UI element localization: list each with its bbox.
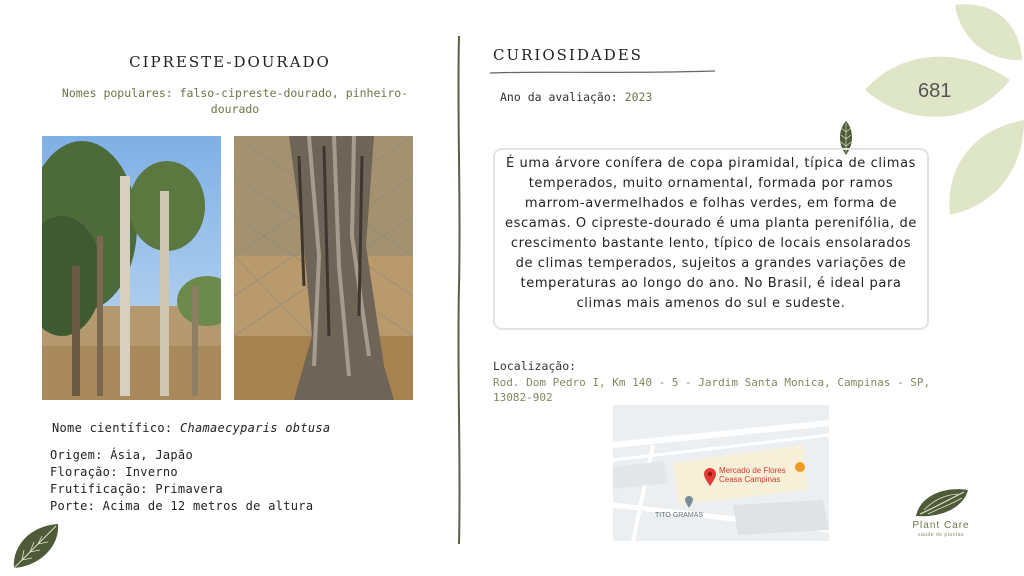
scientific-label: Nome científico: <box>52 421 173 435</box>
plant-care-logo-icon <box>914 486 970 518</box>
decorative-leaves-icon <box>860 0 1024 225</box>
year-value: 2023 <box>624 90 653 104</box>
logo-tagline: saúde de plantas <box>917 532 965 538</box>
plant-facts <box>50 447 313 515</box>
secondary-pin-icon <box>684 495 694 509</box>
map-secondary-label: TITO GRAMAS <box>655 512 704 519</box>
map-pin-icon[interactable] <box>703 467 717 487</box>
fruiting-text: Frutificação: Primavera <box>50 482 224 496</box>
origin-text: Origem: Ásia, Japão <box>50 448 193 462</box>
size-text: Porte: Acima de 12 metros de altura <box>50 499 314 513</box>
description-text: É uma árvore conífera de copa piramidal, típica de climas temperados, muito ornamental, formada por ramos marrom-avermelhados e folhas verdes, em forma de escamas. O cipreste-dourado é uma planta perenifólia, de crescimento bastante lento, típico de locais ensolarados de climas temperados, sujeitos a grandes variações de temperaturas ao longo do ano. No Brasil, é ideal para climas mais amenos do sul e sudeste. <box>504 156 918 311</box>
plant-title: CIPRESTE-DOURADO <box>129 53 331 71</box>
location-address[interactable]: Rod. Dom Pedro I, Km 140 - 5 - Jardim Santa Monica, Campinas - SP, 13082-902 <box>493 376 931 404</box>
scientific-value: Chamaecyparis obtusa <box>179 421 331 435</box>
scientific-name <box>52 421 330 435</box>
evaluation-year <box>500 90 652 104</box>
curiosities-title: CURIOSIDADES <box>493 46 643 64</box>
flowering-text: Floração: Inverno <box>50 465 178 479</box>
location-label: Localização: <box>493 359 577 373</box>
location-map[interactable] <box>613 405 829 541</box>
title-underline <box>490 68 715 76</box>
map-pin-label: Mercado de Flores Ceasa Campinas <box>719 466 786 484</box>
year-label: Ano da avaliação: <box>500 90 618 104</box>
vertical-divider <box>456 36 462 544</box>
tree-photo <box>42 136 221 400</box>
trunk-photo <box>234 136 413 400</box>
logo-name: Plant Care <box>912 520 970 531</box>
leaf-decoration-icon <box>10 522 62 570</box>
page-number: 681 <box>918 80 952 102</box>
popular-names: Nomes populares: falso-cipreste-dourado, pinheiro-dourado <box>61 86 409 116</box>
